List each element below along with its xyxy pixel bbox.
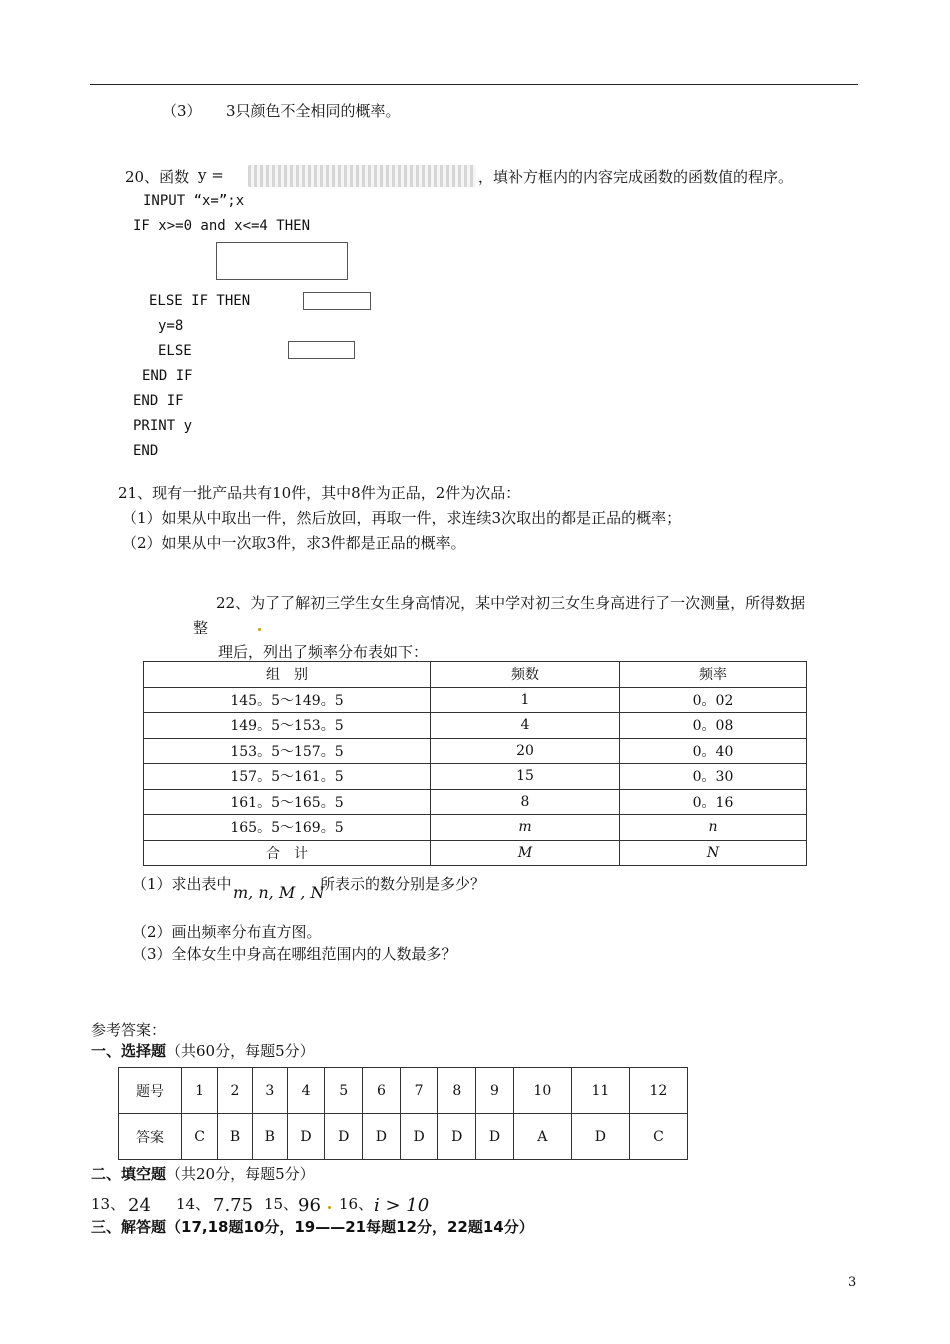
total-count: M [431,840,620,866]
q19-part3-text: 3只颜色不全相同的概率。 [226,102,401,120]
code-line-elseif: ELSE IF THEN [149,293,251,309]
question-number: 8 [438,1068,476,1114]
answer-letter: D [400,1114,438,1160]
row-label-answer: 答案 [119,1114,182,1160]
q20-formula: y = [198,166,224,184]
question-number: 10 [513,1068,571,1114]
q22-part1-vars: m, n, M , N [233,883,325,902]
fill-answer-14: 7.75 [213,1195,254,1216]
section2-heading [91,1163,315,1184]
question-number: 5 [325,1068,363,1114]
answer-box-3[interactable] [288,341,355,359]
group-cell: 161。5～165。5 [144,789,431,815]
code-line-y8: y=8 [158,318,184,334]
answer-letter: D [325,1114,363,1160]
table-row [144,713,807,739]
header-rule [90,84,858,85]
q20-tail: ，填补方框内的内容完成函数的函数值的程序。 [478,168,794,186]
group-cell: 149。5～153。5 [144,713,431,739]
fill-label-14: 14、 [176,1195,211,1213]
question-number: 3 [252,1068,287,1114]
answer-letter: C [629,1114,687,1160]
answer-letter-row [119,1114,688,1160]
total-frequency: N [620,840,807,866]
frequency-cell: n [620,815,807,841]
count-cell: 8 [431,789,620,815]
frequency-cell: 0。30 [620,764,807,790]
group-cell: 153。5～157。5 [144,738,431,764]
question-number: 1 [182,1068,218,1114]
blurred-formula-image [248,165,476,187]
frequency-cell: 0。08 [620,713,807,739]
frequency-cell: 0。02 [620,687,807,713]
answer-number-row [119,1068,688,1114]
q21-part2: （2）如果从中一次取3件，求3件都是正品的概率。 [122,534,466,552]
code-line-input: INPUT “x=”;x [143,193,245,209]
table-total-row [144,840,807,866]
answer-letter: D [363,1114,401,1160]
question-number: 9 [476,1068,514,1114]
answer-letter: A [513,1114,571,1160]
group-cell: 165。5～169。5 [144,815,431,841]
code-line-end: END [133,443,159,459]
code-line-else: ELSE [158,343,192,359]
answer-letter: D [571,1114,629,1160]
answer-letter: C [182,1114,218,1160]
section2-bold: 二、填空题 [91,1165,167,1183]
question-number: 12 [629,1068,687,1114]
table-row [144,738,807,764]
fill-label-15: 15、 [264,1195,299,1213]
code-line-endif-2: END IF [133,393,184,409]
q22-part1-a: （1）求出表中 [132,875,232,893]
count-cell: 4 [431,713,620,739]
fill-answer-16: i > 10 [374,1195,430,1216]
stray-dot [328,1206,331,1209]
fill-answer-13: 24 [128,1195,151,1216]
frequency-cell: 0。16 [620,789,807,815]
question-number: 2 [218,1068,253,1114]
fill-label-16: 16、 [339,1195,374,1213]
q19-part3-number: （3） [162,102,202,120]
table-row [144,789,807,815]
table-header-row [144,662,807,688]
section3-heading: 三、解答题（17,18题10分，19——21每题12分，22题14分） [91,1218,534,1236]
question-number: 6 [363,1068,401,1114]
q22-part1-b: 所表示的数分别是多少？ [320,875,486,893]
answer-letter: D [438,1114,476,1160]
group-cell: 157。5～161。5 [144,764,431,790]
question-number: 7 [400,1068,438,1114]
section1-heading [91,1040,315,1061]
frequency-cell: 0。40 [620,738,807,764]
answer-box-1[interactable] [216,242,348,280]
answer-letter: B [252,1114,287,1160]
answer-letter: D [476,1114,514,1160]
group-cell: 145。5～149。5 [144,687,431,713]
page-number: 3 [848,1275,857,1290]
header-group: 组 别 [144,662,431,688]
q22-intro-line2: 整 [193,619,209,637]
q21-title: 21、现有一批产品共有10件，其中8件为正品，2件为次品： [118,484,521,502]
question-number: 11 [571,1068,629,1114]
q22-intro-line1: 22、为了了解初三学生女生身高情况，某中学对初三女生身高进行了一次测量，所得数据 [216,594,806,612]
count-cell: 1 [431,687,620,713]
section1-rest: （共60分，每题5分） [166,1042,315,1060]
section2-rest: （共20分，每题5分） [166,1165,315,1183]
header-frequency: 频率 [620,662,807,688]
total-label: 合 计 [144,840,431,866]
table-row [144,815,807,841]
frequency-table [143,661,807,866]
count-cell: 15 [431,764,620,790]
code-line-endif-1: END IF [142,368,193,384]
answer-box-2[interactable] [303,292,371,310]
stray-dot [258,628,261,631]
section1-bold: 一、选择题 [91,1042,167,1060]
table-row [144,764,807,790]
header-count: 频数 [431,662,620,688]
answer-letter: D [287,1114,325,1160]
table-row [144,687,807,713]
reference-answers-title: 参考答案： [91,1021,167,1039]
q21-part1: （1）如果从中取出一件，然后放回，再取一件，求连续3次取出的都是正品的概率； [122,509,682,527]
code-line-print: PRINT y [133,418,193,434]
q22-part2: （2）画出频率分布直方图。 [132,923,322,941]
answer-letter: B [218,1114,253,1160]
fill-label-13: 13、 [91,1195,126,1213]
q22-part3: （3）全体女生中身高在哪组范围内的人数最多？ [132,945,457,963]
count-cell: m [431,815,620,841]
question-number: 4 [287,1068,325,1114]
code-line-if: IF x>=0 and x<=4 THEN [133,218,311,234]
row-label-question: 题号 [119,1068,182,1114]
q20-lead: 20、函数 [125,168,190,186]
fill-answer-15: 96 [298,1195,321,1216]
answer-key-table [118,1067,688,1160]
q22-intro-line3: 理后，列出了频率分布表如下： [218,643,429,661]
count-cell: 20 [431,738,620,764]
